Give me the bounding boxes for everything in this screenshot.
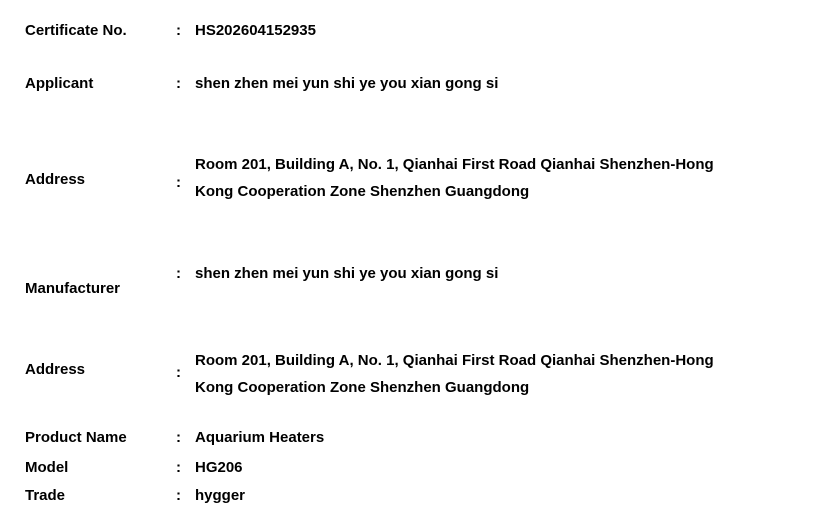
- model-separator: :: [176, 459, 181, 476]
- manufacturer-value: shen zhen mei yun shi ye you xian gong si: [195, 265, 499, 282]
- certificate-no-label: Certificate No.: [25, 22, 127, 39]
- manufacturer-address-value: [195, 347, 795, 401]
- trade-value: hygger: [195, 487, 246, 504]
- manufacturer-address-line-2: Kong Cooperation Zone Shenzhen Guangdong: [195, 379, 530, 396]
- model-label: Model: [25, 459, 69, 476]
- applicant-label: Applicant: [25, 75, 94, 92]
- manufacturer-address-label: Address: [25, 361, 86, 378]
- applicant-address-separator: :: [176, 174, 181, 191]
- applicant-address-label: Address: [25, 171, 86, 188]
- manufacturer-address-line-1: Room 201, Building A, No. 1, Qianhai First Road Qianhai Shenzhen-Hong: [195, 352, 714, 369]
- applicant-separator: :: [176, 75, 181, 92]
- applicant-address-line-1: Room 201, Building A, No. 1, Qianhai First Road Qianhai Shenzhen-Hong: [195, 156, 714, 173]
- certificate-no-separator: :: [176, 22, 181, 39]
- manufacturer-address-separator: :: [176, 364, 181, 381]
- applicant-value: shen zhen mei yun shi ye you xian gong si: [195, 75, 499, 92]
- trade-separator: :: [176, 487, 181, 504]
- applicant-address-line-2: Kong Cooperation Zone Shenzhen Guangdong: [195, 183, 530, 200]
- model-value: HG206: [195, 459, 243, 476]
- trade-label: Trade: [25, 487, 66, 504]
- manufacturer-label: Manufacturer: [25, 280, 121, 297]
- product-name-separator: :: [176, 429, 181, 446]
- manufacturer-separator: :: [176, 265, 181, 282]
- applicant-address-value: [195, 151, 795, 205]
- product-name-value: Aquarium Heaters: [195, 429, 325, 446]
- product-name-label: Product Name: [25, 429, 127, 446]
- certificate-no-value: HS202604152935: [195, 22, 316, 39]
